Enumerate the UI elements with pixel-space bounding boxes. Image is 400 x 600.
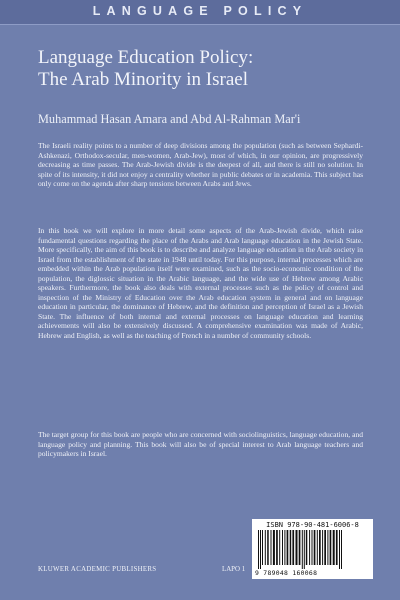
barcode-bar	[265, 530, 266, 565]
book-title	[38, 47, 368, 91]
barcode-bar	[304, 530, 305, 569]
barcode-bar	[339, 530, 340, 569]
series-label: LANGUAGE POLICY	[92, 4, 308, 18]
barcode-digits: 9 789048 160068	[255, 569, 318, 577]
barcode-bar	[324, 530, 326, 565]
barcode-bar	[341, 530, 342, 569]
isbn-barcode-box	[252, 519, 373, 579]
publisher-name: KLUWER ACADEMIC PUBLISHERS	[38, 566, 157, 573]
barcode-bar	[299, 530, 301, 565]
barcode-bar	[273, 530, 275, 565]
barcode-bar	[296, 530, 298, 565]
series-code: LAPO 1	[222, 566, 246, 573]
barcode-bar	[276, 530, 278, 565]
barcode-bar	[282, 530, 283, 565]
barcode-bar	[312, 530, 313, 565]
series-band	[0, 0, 400, 25]
barcode-bar	[309, 530, 310, 565]
barcode-bar	[290, 530, 292, 565]
barcode-bar	[322, 530, 323, 565]
blurb-paragraph-3: The target group for this book are people who are concerned with sociolinguistics, language education, and language policy and planning. This book will also be of special interest to Arab language teachers and policymakers in Israel.	[38, 430, 363, 459]
barcode-bar	[336, 530, 338, 565]
barcode-bar	[262, 530, 263, 565]
barcode-bar	[330, 530, 332, 565]
barcode-bar	[319, 530, 321, 565]
barcode-bar	[333, 530, 335, 565]
barcode-bar	[327, 530, 328, 565]
blurb-paragraph-2: In this book we will explore in more detail some aspects of the Arab-Jewish divide, which raise fundamental questions regarding the place of the Arabs and Arab language education in the Jewish State. More specifically, the aim of this book is to describe and analyze language education in the Arab society in Israel from the establishment of the state in 1948 until today. For this purpose, internal processes which are embedded within the Arab population itself were examined, such as the socio-economic condition of the population, the diglossic situation in the Arabic language, and the wide use of Hebrew among Arabic speakers. Furthermore, the book also deals with external processes such as the policy of control and inspection of the Ministry of Education over the Arab education system in general and on language education in particular, the dominance of Hebrew, and the definition and perception of Israel as a Jewish State. The influence of both internal and external processes on language education and learning achievements will also be extensively discussed. A comprehensive examination was made of Arabic, Hebrew and English, as well as the teaching of French in a number of community schools.	[38, 226, 363, 341]
title-line-2: The Arab Minority in Israel	[38, 69, 249, 90]
barcode-bar	[314, 530, 316, 565]
barcode-bar	[260, 530, 261, 569]
blurb-paragraph-1: The Israeli reality points to a number of deep divisions among the population (such as between Sephardi-Ashkenazi, Orthodox-secular, men-women, Arab-Jew), most of which, in our opinion, are progressively decreasing as time passes. The Arab-Jewish divide is the deepest of all, and there is still no solution. In spite of its intensity, it did not enjoy a centrality whether in public debates or in academia. This subject has only come on the agenda after sharp tensions between Arabs and Jews.	[38, 141, 363, 189]
barcode-bar	[292, 530, 294, 565]
barcode-bar	[267, 530, 269, 565]
barcode-bar	[271, 530, 272, 565]
barcode-bar	[258, 530, 259, 569]
barcode-bar	[284, 530, 285, 565]
barcode-bar	[302, 530, 303, 569]
isbn-label: ISBN 978-90-481-6006-8	[266, 521, 359, 529]
barcode-bar	[287, 530, 289, 565]
authors: Muhammad Hasan Amara and Abd Al-Rahman Mar'i	[38, 112, 301, 126]
barcode-bar	[279, 530, 280, 565]
barcode-bar	[306, 530, 308, 565]
title-line-1: Language Education Policy:	[38, 47, 254, 68]
barcode-graphic	[258, 530, 367, 569]
barcode-bar	[317, 530, 318, 565]
